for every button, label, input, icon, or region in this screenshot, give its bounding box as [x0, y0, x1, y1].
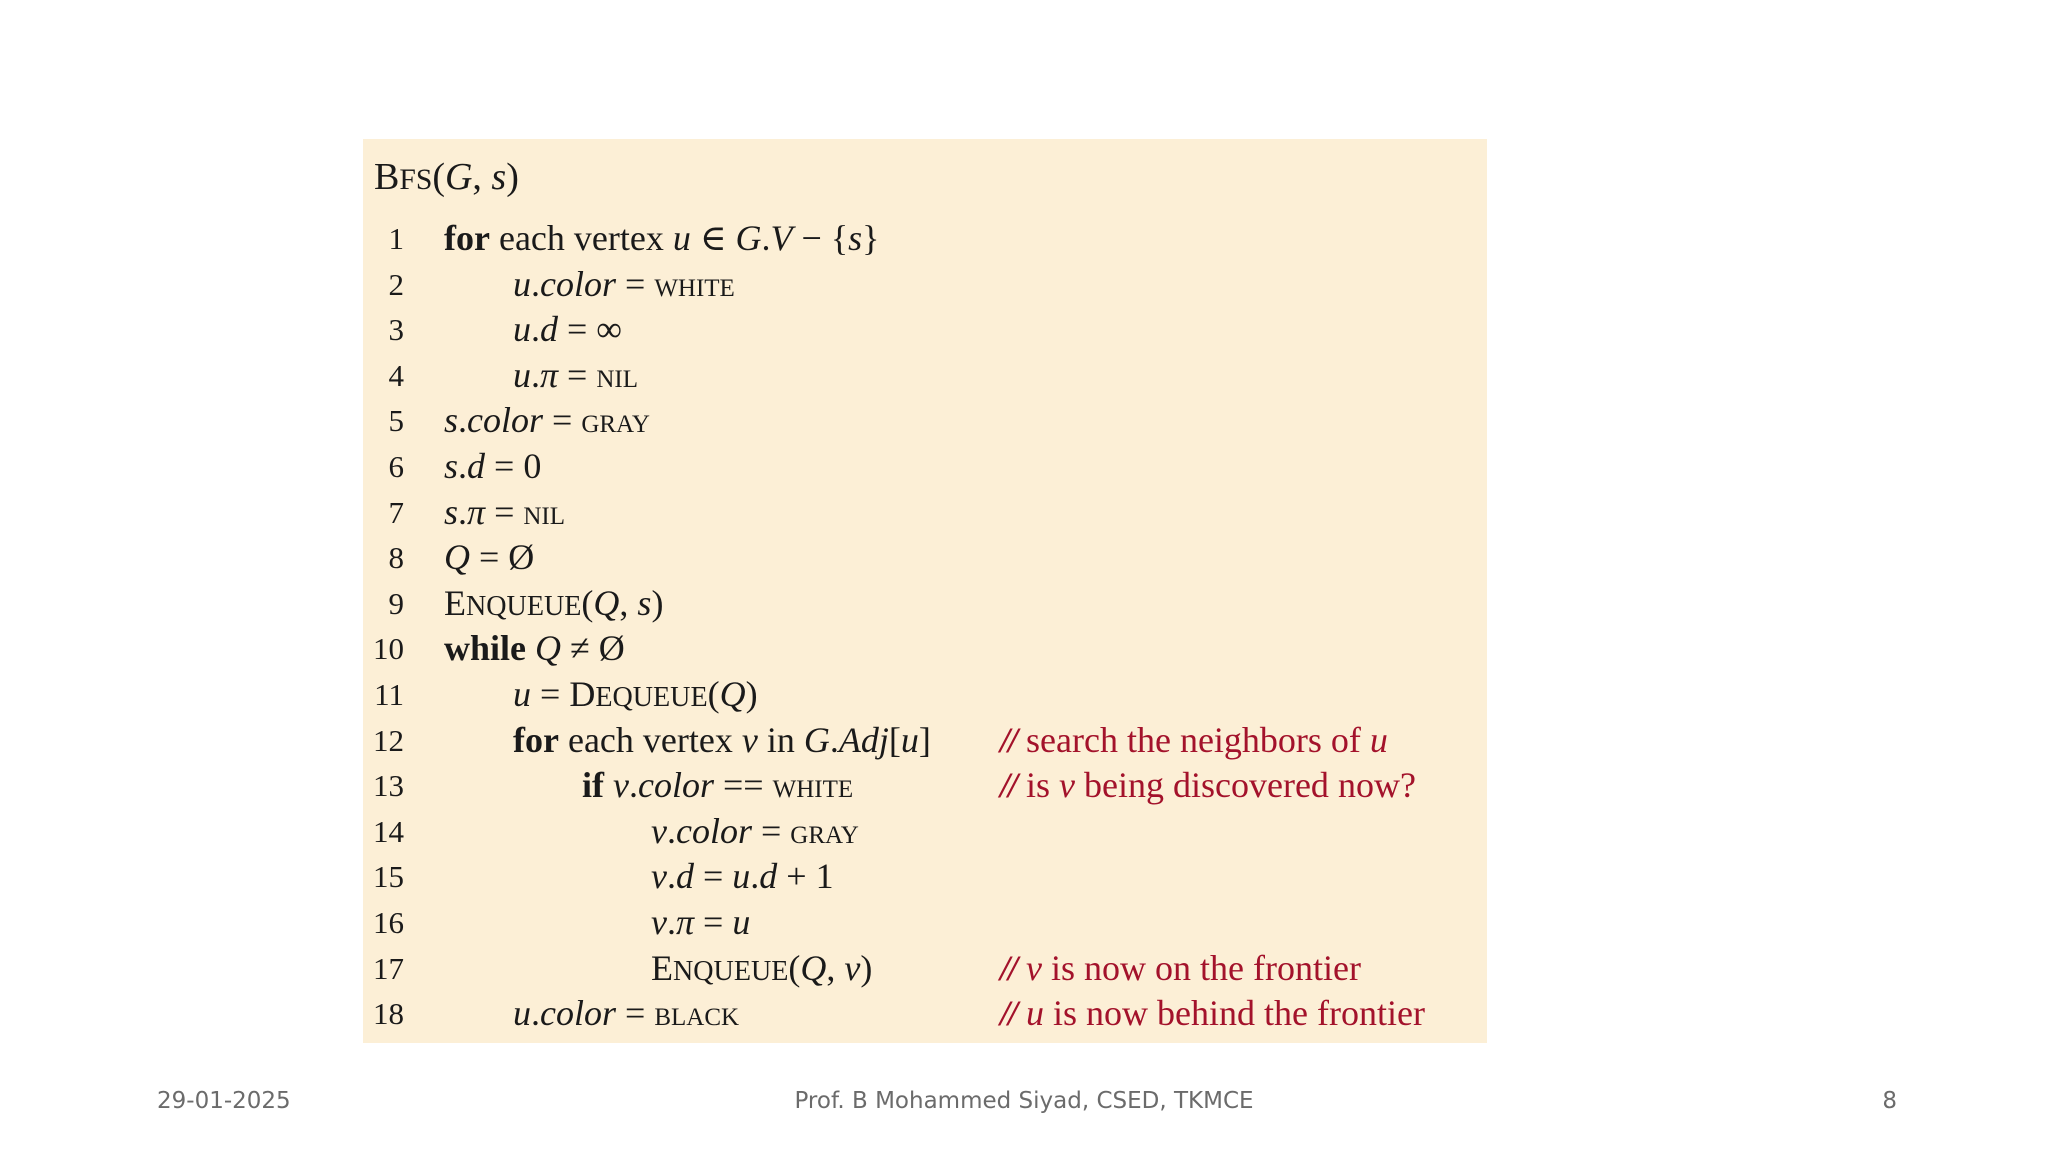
algorithm-title: BFS(G, s)	[374, 156, 519, 198]
code-line	[363, 992, 1487, 1037]
code-text: u = DEQUEUE(Q)	[513, 674, 758, 714]
line-number: 15	[373, 859, 404, 895]
code-text: v.d = u.d + 1	[651, 856, 834, 897]
code-text: v.color = GRAY	[651, 810, 859, 851]
line-number: 7	[388, 494, 404, 530]
code-line	[363, 308, 1487, 353]
code-line	[363, 582, 1487, 627]
code-text: while Q ≠ Ø	[444, 628, 625, 669]
line-number: 4	[388, 357, 404, 393]
line-number: 6	[388, 449, 404, 484]
footer-date: 29-01-2025	[157, 1088, 291, 1114]
line-number: 18	[373, 996, 404, 1032]
line-number: 8	[388, 540, 404, 576]
code-line	[363, 810, 1487, 855]
line-number: 2	[388, 266, 404, 302]
code-comment: // v is now on the frontier	[1000, 947, 1361, 988]
code-text: ENQUEUE(Q, s)	[444, 582, 664, 623]
line-number: 16	[373, 905, 404, 940]
code-line	[363, 491, 1487, 536]
code-line	[363, 399, 1487, 444]
code-line	[363, 764, 1487, 809]
code-line	[363, 947, 1487, 992]
code-line	[363, 901, 1487, 946]
line-number: 1	[388, 221, 404, 256]
line-number: 5	[388, 403, 404, 439]
code-line	[363, 536, 1487, 581]
code-text: for each vertex u ∈ G.V − {s}	[444, 218, 880, 258]
code-line	[363, 719, 1487, 764]
code-text: s.color = GRAY	[444, 400, 650, 441]
code-text: ENQUEUE(Q, v)	[651, 947, 873, 988]
algorithm-box	[363, 139, 1487, 1043]
code-line	[363, 855, 1487, 900]
code-text: if v.color == WHITE	[582, 765, 854, 806]
code-comment: // search the neighbors of u	[1000, 719, 1388, 760]
code-line	[363, 673, 1487, 718]
code-text: u.color = WHITE	[513, 263, 735, 304]
code-text: u.π = NIL	[513, 354, 639, 395]
line-number: 14	[373, 813, 404, 849]
code-comment: // u is now behind the frontier	[1000, 993, 1425, 1034]
code-text: s.π = NIL	[444, 491, 566, 532]
code-text: u.d = ∞	[513, 309, 622, 350]
line-number: 12	[373, 722, 404, 758]
line-number: 13	[373, 768, 404, 804]
code-line	[363, 217, 1487, 262]
code-text: v.π = u	[651, 902, 751, 942]
page-number: 8	[1882, 1088, 1897, 1114]
code-text: s.d = 0	[444, 446, 542, 486]
code-text: for each vertex v in G.Adj[u]	[513, 719, 931, 760]
footer-author: Prof. B Mohammed Siyad, CSED, TKMCE	[794, 1088, 1254, 1114]
code-line	[363, 263, 1487, 308]
line-number: 9	[388, 585, 404, 621]
code-line	[363, 445, 1487, 490]
code-line	[363, 627, 1487, 672]
line-number: 11	[374, 677, 404, 712]
line-number: 3	[388, 312, 404, 348]
code-comment: // is v being discovered now?	[1000, 765, 1416, 806]
code-text: u.color = BLACK	[513, 993, 740, 1034]
code-line	[363, 354, 1487, 399]
code-text: Q = Ø	[444, 537, 535, 578]
line-number: 17	[373, 950, 404, 986]
line-number: 10	[373, 631, 404, 667]
